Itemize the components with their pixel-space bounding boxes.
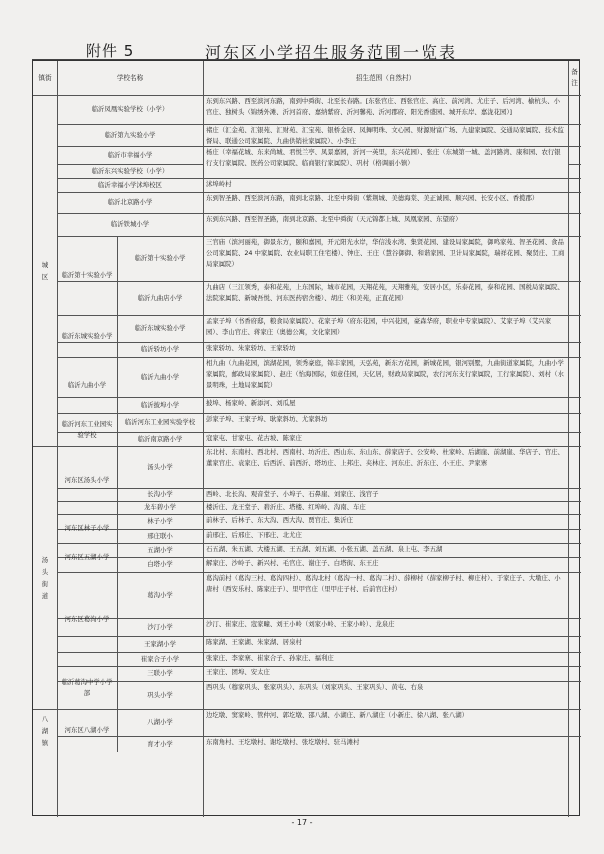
school-name: 临沂九曲小学 — [140, 372, 180, 381]
row-divider — [57, 666, 581, 667]
school-group-g10: 河东区八湖小学 — [64, 726, 110, 734]
school-name: 崔家合子小学 — [140, 654, 180, 663]
school-name: 巩头小学 — [147, 690, 173, 699]
range-text: 张家庄、李家寨、崔家合子、孙家庄、福利庄 — [206, 654, 334, 662]
range-text: 王家庄、团埠、安太庄 — [206, 668, 270, 676]
school-name: 林子小学 — [147, 517, 173, 525]
school-name: 龙车碧小学 — [144, 503, 176, 511]
header-school: 学校名称 — [116, 73, 144, 82]
school-name: 育才小学 — [147, 739, 173, 748]
row-divider — [57, 413, 581, 414]
col-divider-group — [117, 709, 118, 752]
row-divider — [57, 736, 581, 737]
row-divider — [57, 236, 581, 237]
row-divider — [57, 315, 581, 316]
school-name: 三联小学 — [147, 669, 173, 677]
row-divider — [57, 543, 581, 544]
school-name: 临沂第九实验小学 — [104, 130, 156, 139]
col-divider-group — [117, 413, 118, 446]
school-name: 临沂河东工业园实验学校 — [124, 418, 196, 426]
school-group-g5: 河东区汤头小学 — [64, 475, 110, 484]
range-text: 相九曲（九曲花园，滨湖花园，领秀豪庭，锦丰家园，天弘苑，新东方花园，新城花园，银河别墅，九曲街道家属院，九曲小学家属院，邮政局家属院）、赵庄（怡海国际，如意佳园，天亿居，财政局家属院，农行河东支行家属院，工行家属院）、刘村（水景明珠，土地局家属院） — [206, 359, 564, 389]
enrollment-table — [32, 60, 580, 816]
row-divider — [57, 681, 581, 682]
range-text: 东北村、东南村、西北村、西南村、坊沂庄、西山东、东山东、薛家店子、公安岭、杜家岭、后湖崖、前湖崖、华店子、官庄、董家官庄、袁家庄、后西沂、前西沂、塔坊庄、上邦庄、夹林庄、河东庄、沂东庄、小王庄、尹家寨 — [206, 448, 564, 467]
row-divider — [57, 281, 581, 282]
range-text: 前林子、后林子、东大沟、西大沟、贾官庄、集沂庄 — [206, 516, 353, 524]
range-text: 西岭、北长沟、观音堂子、小埠子、石鼻崖、刘家庄、浅官子 — [206, 490, 379, 498]
school-name: 临沂铁城小学 — [110, 220, 150, 228]
col-divider-group — [117, 572, 118, 666]
range-text: 楼沂庄、龙王堂子、碧沂庄、塔楼、红埠岭、沟南、车庄 — [206, 503, 366, 511]
header-town: 镇街 — [38, 73, 52, 82]
range-text: 东到东兴路、西至滨河东路，南到中舜街、北至长春路。[东张官庄、西张官庄、高庄、前河湾、尤庄子、后河湾、榆杭头、小官庄、独树头（锦绣外滩、沂河首府、嘉纳紫府、沂河馨苑、沂河郡府、阳光香盛园、城开东岸、嘉泷花园）] — [206, 97, 560, 116]
row-divider — [57, 178, 581, 179]
row-divider — [57, 342, 581, 343]
school-group-g3: 临沂九曲小学 — [67, 380, 107, 389]
school-name: 临沂第十实验小学 — [134, 254, 186, 262]
school-name: 临沂东兴实验学校（小学） — [91, 166, 169, 175]
col-divider-group — [117, 446, 118, 514]
school-group-g8: 河东区葛沟小学 — [64, 614, 110, 623]
range-text: 披埠、杨家岭、新添河、刘瓜屋 — [206, 399, 296, 407]
town-bahu: 八湖镇 — [41, 714, 49, 747]
school-name: 临沂南京路小学 — [137, 434, 183, 443]
col-divider-group — [117, 236, 118, 315]
row-divider-note — [568, 164, 581, 165]
range-text: 西巩头（穆家巩头、张家巩头）、东巩头（刘家巩头、王家巩头）、黄屯、右泉 — [206, 683, 424, 691]
school-name: 临沂九曲店小学 — [137, 293, 183, 302]
town-chengqu: 城区 — [41, 260, 49, 281]
school-name: 临沂凤凰实验学校（小学） — [91, 105, 169, 113]
row-divider — [57, 514, 581, 515]
school-name: 白塔小学 — [147, 560, 173, 568]
row-divider — [57, 501, 581, 502]
school-name: 临沂市幸福小学 — [107, 150, 153, 159]
row-divider — [57, 124, 581, 125]
range-text: 东到智圣路、西至滨河东路，南到北京路、北至中舜街（紫荆城、美德海棠、美正诚园、顺兴园、长安小区、香揽郡） — [206, 194, 539, 202]
row-divider — [57, 397, 581, 398]
school-name: 临沂披埠小学 — [140, 400, 180, 409]
school-group-g7: 河东区五湖小学 — [64, 553, 110, 561]
school-name: 临沂北京路小学 — [107, 198, 153, 206]
range-text: 三官庙（滨河丽苑，御景东方，颐和嘉园，开元阳光水岸，华信浅水湾、集贤花园、建设局家属院，御鸣家苑、智圣花园、食品公司家属院、24 中家属院、农业局职工住宅楼）、钟庄、王庄（慧谷御御、和谐家园、卫计局家属院，瑞祥花园、聚贤庄、工商局家属院） — [206, 238, 565, 268]
col-divider-group — [117, 666, 118, 709]
range-text: 沙汀、崔家庄、寇家疃、刘王小岭（刘家小岭、王家小岭）、龙泉庄 — [206, 620, 395, 628]
row-divider — [57, 557, 581, 558]
school-name: 临沂东城实验小学 — [134, 324, 186, 332]
row-divider — [57, 357, 581, 358]
school-group-g6: 河东区林子小学 — [64, 524, 110, 532]
range-text: 彭家子埠、王家子埠、耿家斜坊、尤家斜坊 — [206, 415, 328, 423]
school-name: 邢庄联小 — [147, 531, 173, 540]
row-divider — [57, 618, 581, 619]
row-divider — [57, 529, 581, 530]
range-text: 东南角村、王圪墩村、谢圪墩村、张圪墩村、驻马滩村 — [206, 738, 360, 746]
row-divider — [57, 164, 203, 165]
range-text: 孟家子埠（书香府邸，粮食局家属院）、花家子埠（府东花园，中兴花园，豪森华府，职业中专家属院）、艾家子埠（艾兴家园）、李山官庄、蒋家庄（奥德公寓，文化家园） — [206, 317, 552, 336]
school-name: 临沂幸福小学沭埠校区 — [98, 180, 162, 189]
school-name: 八湖小学 — [147, 718, 173, 726]
school-name: 临沂轿坊小学 — [140, 345, 180, 353]
row-divider — [57, 652, 581, 653]
school-name: 五湖小学 — [147, 545, 173, 554]
school-name: 长沟小学 — [147, 490, 173, 498]
range-text: 张家轿坊、朱家轿坊、王家轿坊 — [206, 344, 296, 352]
range-text: 九曲店（三江领秀，泰和花苑，上东国际，城市花园，天翔花苑，天翔雅苑，安居小区，乐泰花园，泰和花园、国税局家属院、法院家属院、新城吾悦、河东医药宿舍楼）、胡庄（和美苑，正直花园） — [206, 283, 564, 302]
range-text: 杨庄（幸福花城、东来尚城、君悦兰亭、凤景嘉园，沂河一英里，东兴花园）、张庄（东城第一城、盖河路湾、康和园、农行银行支行家属院、医药公司家属院、临商银行家属院）、巩村（格调丽小镇） — [206, 148, 561, 167]
attachment-label: 附件 5 — [86, 42, 135, 60]
range-text: 陈家湖、王家湖、朱家湖、居泉村 — [206, 638, 302, 646]
page-title: 河东区小学招生服务范围一览表 — [205, 43, 458, 62]
range-text: 解家庄、沙岭子、新兴村、毛官庄、谢庄子、白塔街、东王庄 — [206, 559, 379, 567]
school-name: 汤头小学 — [147, 462, 173, 471]
row-divider — [57, 192, 581, 193]
row-divider — [57, 432, 581, 433]
school-name: 沙汀小学 — [147, 622, 173, 631]
school-group-g1: 临沂第十实验小学 — [61, 271, 113, 279]
school-group-g2: 临沂东城实验小学 — [61, 331, 113, 340]
header-note: 备注 — [571, 68, 578, 87]
row-divider — [57, 572, 581, 573]
school-group-g9: 临沂葛沟中学小学部 — [61, 677, 113, 697]
range-text: 褚庄（汇金苑、汇银苑、汇财苑、汇宝苑、银桥金居、凤舞明珠、文心园、财源财富广场、九建家属院、交通局家属院、技术监督局、联通公司家属院、九曲供销社家属院）、小李庄 — [206, 126, 564, 145]
range-text: 寇家屯、甘家屯、花古坡、陈家庄 — [206, 434, 302, 442]
town-tangtou: 汤头街道 — [41, 555, 49, 600]
range-text: 前邢庄、后邢庄、下邢庄、北尤庄 — [206, 531, 302, 539]
header-range: 招生范围（自然村） — [355, 73, 416, 82]
page-number: - 17 - — [291, 818, 313, 827]
school-name: 葛沟小学 — [147, 590, 173, 599]
range-text: 沭埠岭村 — [206, 180, 232, 188]
row-divider — [57, 213, 581, 214]
row-divider — [57, 636, 581, 637]
col-divider-group — [117, 357, 118, 413]
range-text: 边圪墩、窦家岭、管仲河、郭圪墩、邵八湖、小湖庄、新八湖庄（小新庄、徐八湖、张八湖） — [206, 711, 469, 719]
row-divider — [57, 488, 581, 489]
row-divider — [57, 146, 581, 147]
col-divider-group — [117, 543, 118, 572]
col-divider-group — [117, 315, 118, 357]
col-divider-group — [117, 514, 118, 543]
range-text: 石五湖、朱五湖、大楼五湖、王五湖、刘五湖、小张五湖、盖五湖、泉上屯、李五湖 — [206, 545, 443, 553]
col-divider-note — [568, 61, 569, 817]
range-text: 东到东兴路、西至智圣路，南到北京路、北至中舜街（天元锦都上城、凤凰家园、东望府） — [206, 215, 462, 223]
school-name: 王家湖小学 — [144, 639, 176, 648]
school-group-g4: 临沂河东工业园实验学校 — [61, 419, 113, 439]
range-text: 葛沟前村（葛沟三村、葛沟四村）、葛沟北村（葛沟一村、葛沟二村）、薛柳村（薛家柳子村、柳庄村）、于家庄子、大墩庄、小唐村（西安乐村、陈家庄子）、里甲官庄（里甲庄子村、后前官庄村） — [206, 574, 561, 593]
